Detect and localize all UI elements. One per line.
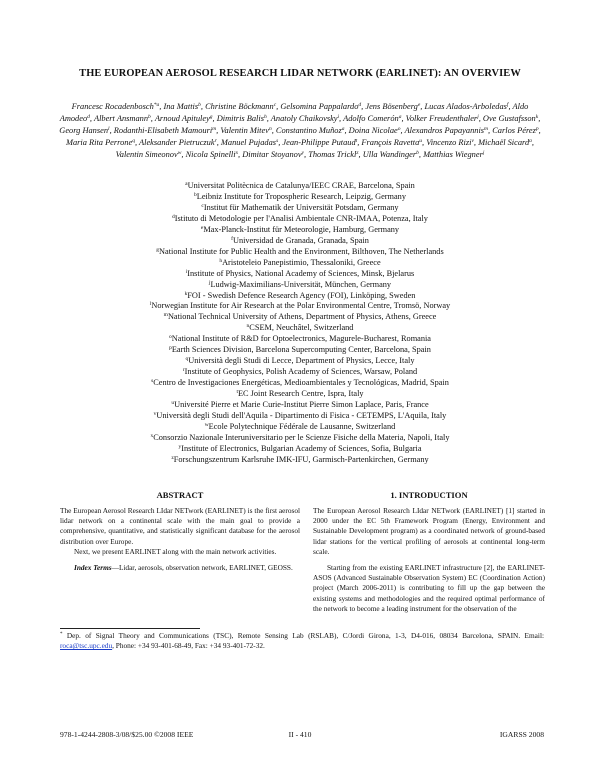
author-name: Aleksander Pietruczuk [139,138,215,148]
author-affiliation-marker: f [506,102,509,108]
affiliation-marker: s [151,378,154,385]
affiliation-marker: m [163,312,168,319]
author-name: Francesc Rocadenbosch [71,102,154,111]
author-affiliation-marker: d [87,114,90,121]
author [72,102,164,111]
author-affiliation-marker: b [416,150,419,157]
affiliation [84,181,516,192]
affiliation [84,444,516,455]
affiliation-marker: w [204,421,209,428]
author [361,138,426,147]
affiliation-marker: b [194,191,197,198]
author-separator: , [238,150,243,160]
author [221,138,282,147]
author-separator: , [344,126,349,136]
author-separator: , [134,138,139,148]
affiliation [84,400,516,411]
abstract-heading: ABSTRACT [156,490,204,500]
author [282,138,361,147]
affiliation-text: National Institute of R&D for Optoelectronics, Magurele-Bucharest, Romania [171,334,431,344]
author [483,114,540,123]
affiliation-marker: k [184,290,188,297]
author [271,114,343,123]
author-affiliation-marker: a [341,126,345,133]
author-affiliation-marker: *a [153,102,160,108]
author-separator: , [216,126,221,136]
author-name: Manuel Pujadas [220,138,277,148]
affiliation [84,411,516,422]
affiliation [84,291,516,302]
affiliation [84,214,516,225]
affiliation-text: Leibniz Institute for Tropospheric Research, Leipzig, Germany [196,191,406,201]
author [116,150,186,159]
author-name: François Ravetta [361,138,420,148]
introduction-heading: 1. INTRODUCTION [390,490,468,500]
author-affiliation-marker: y [301,150,304,157]
affiliation [84,389,516,400]
author-separator: , [276,102,281,111]
author-name: Dimitris Balis [216,114,264,124]
author-name: Michaël Sicard [478,138,530,148]
author-separator: , [531,138,535,148]
footnote-marker: * [60,632,63,637]
author-separator: , [488,126,493,136]
footnote [60,631,544,651]
author [349,126,405,135]
affiliation-text: Forschungszentrum Karlsruhe IMK-IFU, Garmisch-Partenkirchen, Germany [173,454,429,464]
author-separator: , [358,150,363,160]
author-name: Maria Rita Perrone [65,138,133,148]
author-name: Thomas Trickl [308,150,357,160]
author-separator: , [508,102,513,111]
affiliation-marker: x [150,432,154,439]
affiliation-marker: z [171,454,174,461]
author-separator: , [478,114,483,124]
author-affiliation-marker: w [177,150,182,157]
author-name: Anatoly Chaikovsky [270,114,338,124]
author-affiliation-marker: v [471,138,474,145]
footer-conference: IGARSS 2008 [499,730,544,739]
author-separator: , [278,138,283,148]
author-separator: , [420,102,425,111]
author-separator: , [400,126,405,136]
affiliation-marker: j [208,279,211,286]
author-affiliation-marker: a [529,138,532,145]
author-name: Georg Hansen [59,126,109,136]
author-name: Lucas Alados-Arboledas [424,102,507,111]
author-affiliation-marker: h [263,114,267,121]
author-name: Adolfo Comerón [343,114,399,124]
affiliation-marker: c [201,202,204,209]
author-affiliation-marker: r [214,138,217,145]
author-separator: , [271,126,276,136]
author-name: Arnoud Apituley [154,114,210,124]
affiliation [84,247,516,258]
author-separator: , [216,138,221,148]
author-separator: , [339,114,344,124]
affiliation-marker: h [219,257,223,264]
author-affiliation-marker: u [419,138,423,145]
affiliation [84,301,516,312]
author-separator: , [150,114,155,124]
author-name: Ove Gustafsson [482,114,536,124]
affiliation [84,433,516,444]
index-terms-text: —Lidar, aerosols, observation network, EARLINET, GEOSS. [111,563,293,573]
index-terms [60,563,300,573]
author-name: Rodanthi-Elisabeth Mamouri [113,126,213,136]
author-separator: , [418,150,424,160]
author-affiliation-marker: i [337,114,340,121]
affiliation [84,345,516,356]
author-name: Ina Mattis [163,102,199,111]
author [220,126,276,135]
author-affiliation-marker: p [535,126,539,133]
author-name: Constantino Muñoz [275,126,342,136]
affiliation-text: Università degli Studi dell'Aquila - Dipartimento di Fisica - CETEMPS, L'Aquila, Italy [156,411,447,421]
affiliation [84,225,516,236]
left-column [60,490,300,573]
affiliation [84,367,516,378]
author-name: Jean-Philippe Putaud [282,138,356,148]
author-list [56,101,544,161]
affiliation-text: Norwegian Institute for Air Research at the Polar Environmental Centre, Tromsö, Norway [151,301,451,311]
author [94,114,155,123]
affiliation-text: Institut für Mathematik der Universität Potsdam, Germany [203,202,399,212]
affiliation [84,422,516,433]
author [492,126,541,135]
affiliation-text: Consorzio Nazionale Interuniversitario per le Scienze Fisiche della Materia, Napoli, Italy [153,432,450,442]
author-affiliation-marker: b [198,102,201,108]
author [163,102,205,111]
author-separator: , [357,138,362,148]
affiliation [84,312,516,323]
author-affiliation-marker: e [417,102,421,108]
affiliation-text: EC Joint Research Centre, Ispra, Italy [237,389,364,399]
footnote-text: Dep. of Signal Theory and Communications (TSC), Remote Sensing Lab (RSLAB), C/Jordi Girona, 1-3, D4-016, 08034 Barcelona, SPAIN. Email: [62,631,544,640]
author-affiliation-marker: o [397,126,401,133]
author-name: Aldo Amodeo [59,102,529,124]
affiliation-marker: g [156,246,160,253]
author-separator: , [89,114,94,124]
affiliation-marker: y [178,443,182,450]
author-separator: , [181,150,186,160]
affiliation-text: Max-Planck-Institut für Meteorologie, Hamburg, Germany [203,224,400,234]
affiliation-marker: u [171,400,175,407]
author-affiliation-marker: n [268,126,272,133]
affiliation-text: CSEM, Neuchâtel, Switzerland [249,323,354,333]
author [155,114,217,123]
author-name: Alexandros Papayannis [404,126,485,136]
index-terms-label: Index Terms [74,563,112,573]
abstract-paragraph: The European Aerosol Research LIdar NETwork (EARLINET) is the first aerosol lidar network on a continental scale with the main goal to provide a comprehensive, quantitative, and statistically significant database for the aerosol distribution over Europe. [60,506,300,546]
affiliation [84,455,516,466]
author-affiliation-marker: q [132,138,135,145]
author [59,126,114,135]
affiliation [84,280,516,291]
author-name: Valentin Simeonov [115,150,178,160]
author [66,138,139,147]
affiliation-text: Universitat Politècnica de Catalunya/IEEC CRAE, Barcelona, Spain [187,181,415,190]
author-name: Ulla Wandinger [362,150,417,160]
author-affiliation-marker: c [273,102,277,108]
author [426,138,478,147]
introduction-paragraph-2: Starting from the existing EARLINET infrastructure [2], the EARLINET-ASOS (Advanced Sustainable Observation System) EC (Coordination Action) project (March 2006-2011) is contributing to fill up the gap between the existing systems and methodologies and the required optimal performance of the network to become a leading instrument for the observation of the [313,563,545,613]
author [242,150,308,159]
email-link[interactable]: roca@tsc.upc.edu [60,641,113,651]
affiliation-marker: d [172,213,175,220]
author [423,150,484,159]
author-separator: , [159,102,164,111]
author-separator: , [538,114,541,124]
affiliation-text: Aristoteleio Panepistimio, Thessaloniki, Greece [222,257,381,267]
author [186,150,243,159]
author-affiliation-marker: t [355,138,358,145]
affiliation-marker: q [185,356,189,363]
author-name: Doina Nicolae [348,126,398,136]
affiliation-marker: i [185,268,188,275]
author-affiliation-marker: s [276,138,279,145]
author-affiliation-marker: m [484,126,489,133]
affiliation-marker: a [185,181,188,187]
affiliation [84,378,516,389]
author-affiliation-marker: j [477,114,479,121]
affiliation [84,192,516,203]
affiliation-text: Università degli Studi di Lecce, Department of Physics, Lecce, Italy [188,356,415,366]
author-separator: , [422,138,427,148]
footnote-text-end: , Phone: +34 93-401-68-49, Fax: +34 93-401-72-32. [112,641,265,651]
author-affiliation-marker: g [209,114,213,121]
affiliation-text: Universidad de Granada, Granada, Spain [232,235,369,245]
affiliation [84,269,516,280]
author-separator: , [200,102,206,111]
author-name: Carlos Pérez [492,126,536,136]
author-affiliation-marker: d [358,102,362,108]
author-affiliation-marker: k [535,114,539,121]
author [114,126,221,135]
affiliation-list [84,181,516,466]
affiliation [84,258,516,269]
author-name: Matthias Wiegner [423,150,483,160]
author-affiliation-marker: z [356,150,359,157]
affiliation [84,356,516,367]
author-name: Christine Böckmann [205,102,274,111]
author-affiliation-marker: b [148,114,151,121]
affiliation-marker: o [169,334,172,341]
affiliation-marker: p [169,345,172,352]
affiliation-text: Institute of Geophysics, Polish Academy of Sciences, Warsaw, Poland [184,367,418,377]
author-separator: , [538,126,541,136]
affiliation-text: National Technical University of Athens, Department of Physics, Athens, Greece [167,312,437,322]
author-name: Gelsomina Pappalardo [280,102,359,111]
affiliation [84,323,516,334]
author-name: Dimitar Stoyanov [242,150,302,160]
author-separator: , [109,126,114,136]
affiliation-marker: e [200,224,204,231]
author [308,150,363,159]
affiliation-text: Centro de Investigaciones Energéticas, Medioambientales y Tecnológicas, Madrid, Spain [153,378,449,388]
affiliation-text: Istituto di Metodologie per l'Analisi Ambientale CNR-IMAA, Potenza, Italy [174,213,428,223]
author [139,138,221,147]
affiliation-text: Université Pierre et Marie Curie-Institut Pierre Simon Laplace, Paris, France [174,400,429,410]
affiliation-marker: n [246,323,250,330]
abstract-paragraph-2: Next, we present EARLINET along with the main network activities. [74,546,277,556]
affiliation-text: Institute of Electronics, Bulgarian Academy of Sciences, Sofia, Bulgaria [181,443,422,453]
footnote-divider [60,628,200,629]
affiliation [84,334,516,345]
author-name: Albert Ansmann [93,114,149,124]
author [205,102,280,111]
footer-page-number: II - 410 [288,730,312,739]
author-name: Jens Bösenberg [365,102,418,111]
affiliation-text: National Institute for Public Health and the Environment, Bilthoven, The Netherlands [159,246,444,256]
affiliation-marker: t [236,389,238,396]
author [363,150,423,159]
author-affiliation-marker: a [398,114,402,121]
author-name: Vincenzo Rizi [426,138,472,148]
author-affiliation-marker: x [235,150,239,157]
affiliation [84,203,516,214]
author [276,126,349,135]
footer-isbn: 978-1-4244-2808-3/08/$25.00 ©2008 IEEE [60,730,194,739]
author-affiliation-marker: m [212,126,217,133]
author-separator: , [212,114,217,124]
author [343,114,406,123]
affiliation-marker: v [153,411,157,418]
author-separator: , [473,138,479,148]
author [478,138,534,147]
author-affiliation-marker: j [482,150,485,157]
affiliation-marker: r [182,367,185,374]
author-separator: , [361,102,366,111]
affiliation-text: Ecole Polytechnique Fédérale de Lausanne, Switzerland [208,421,396,431]
affiliation-text: FOI - Swedish Defence Research Agency (FOI), Linköping, Sweden [187,290,416,300]
author-name: Volker Freudenthaler [405,114,478,124]
author-name: Nicola Spinelli [185,150,236,160]
author-separator: , [401,114,406,124]
affiliation [84,236,516,247]
author [405,126,493,135]
author [406,114,483,123]
author [424,102,512,111]
introduction-paragraph: The European Aerosol Research LIdar NETwork (EARLINET) [1] started in 2000 under the EC 5th Framework Program (Energy, Environment and Sustainable Development program) as a coordinated network of ground-based lidar stations for the vertical profiling of aerosols at continental long-term scale. [313,506,545,556]
affiliation-text: Ludwig-Maximilians-Universität, München, Germany [210,279,392,289]
author-separator: , [266,114,271,124]
author-affiliation-marker: l [108,126,110,133]
author [280,102,365,111]
paper-title: THE EUROPEAN AEROSOL RESEARCH LIDAR NETWORK (EARLINET): AN OVERVIEW [79,68,521,79]
author-separator: , [304,150,309,160]
author [365,102,424,111]
affiliation-text: Institute of Physics, National Academy of Sciences, Minsk, Bjelarus [187,268,415,278]
affiliation-marker: l [149,301,152,308]
right-column [313,490,545,614]
affiliation-text: Earth Sciences Division, Barcelona Supercomputing Center, Barcelona, Spain [171,345,431,355]
author [217,114,271,123]
affiliation-marker: f [231,235,233,242]
author-name: Valentin Mitev [220,126,269,136]
